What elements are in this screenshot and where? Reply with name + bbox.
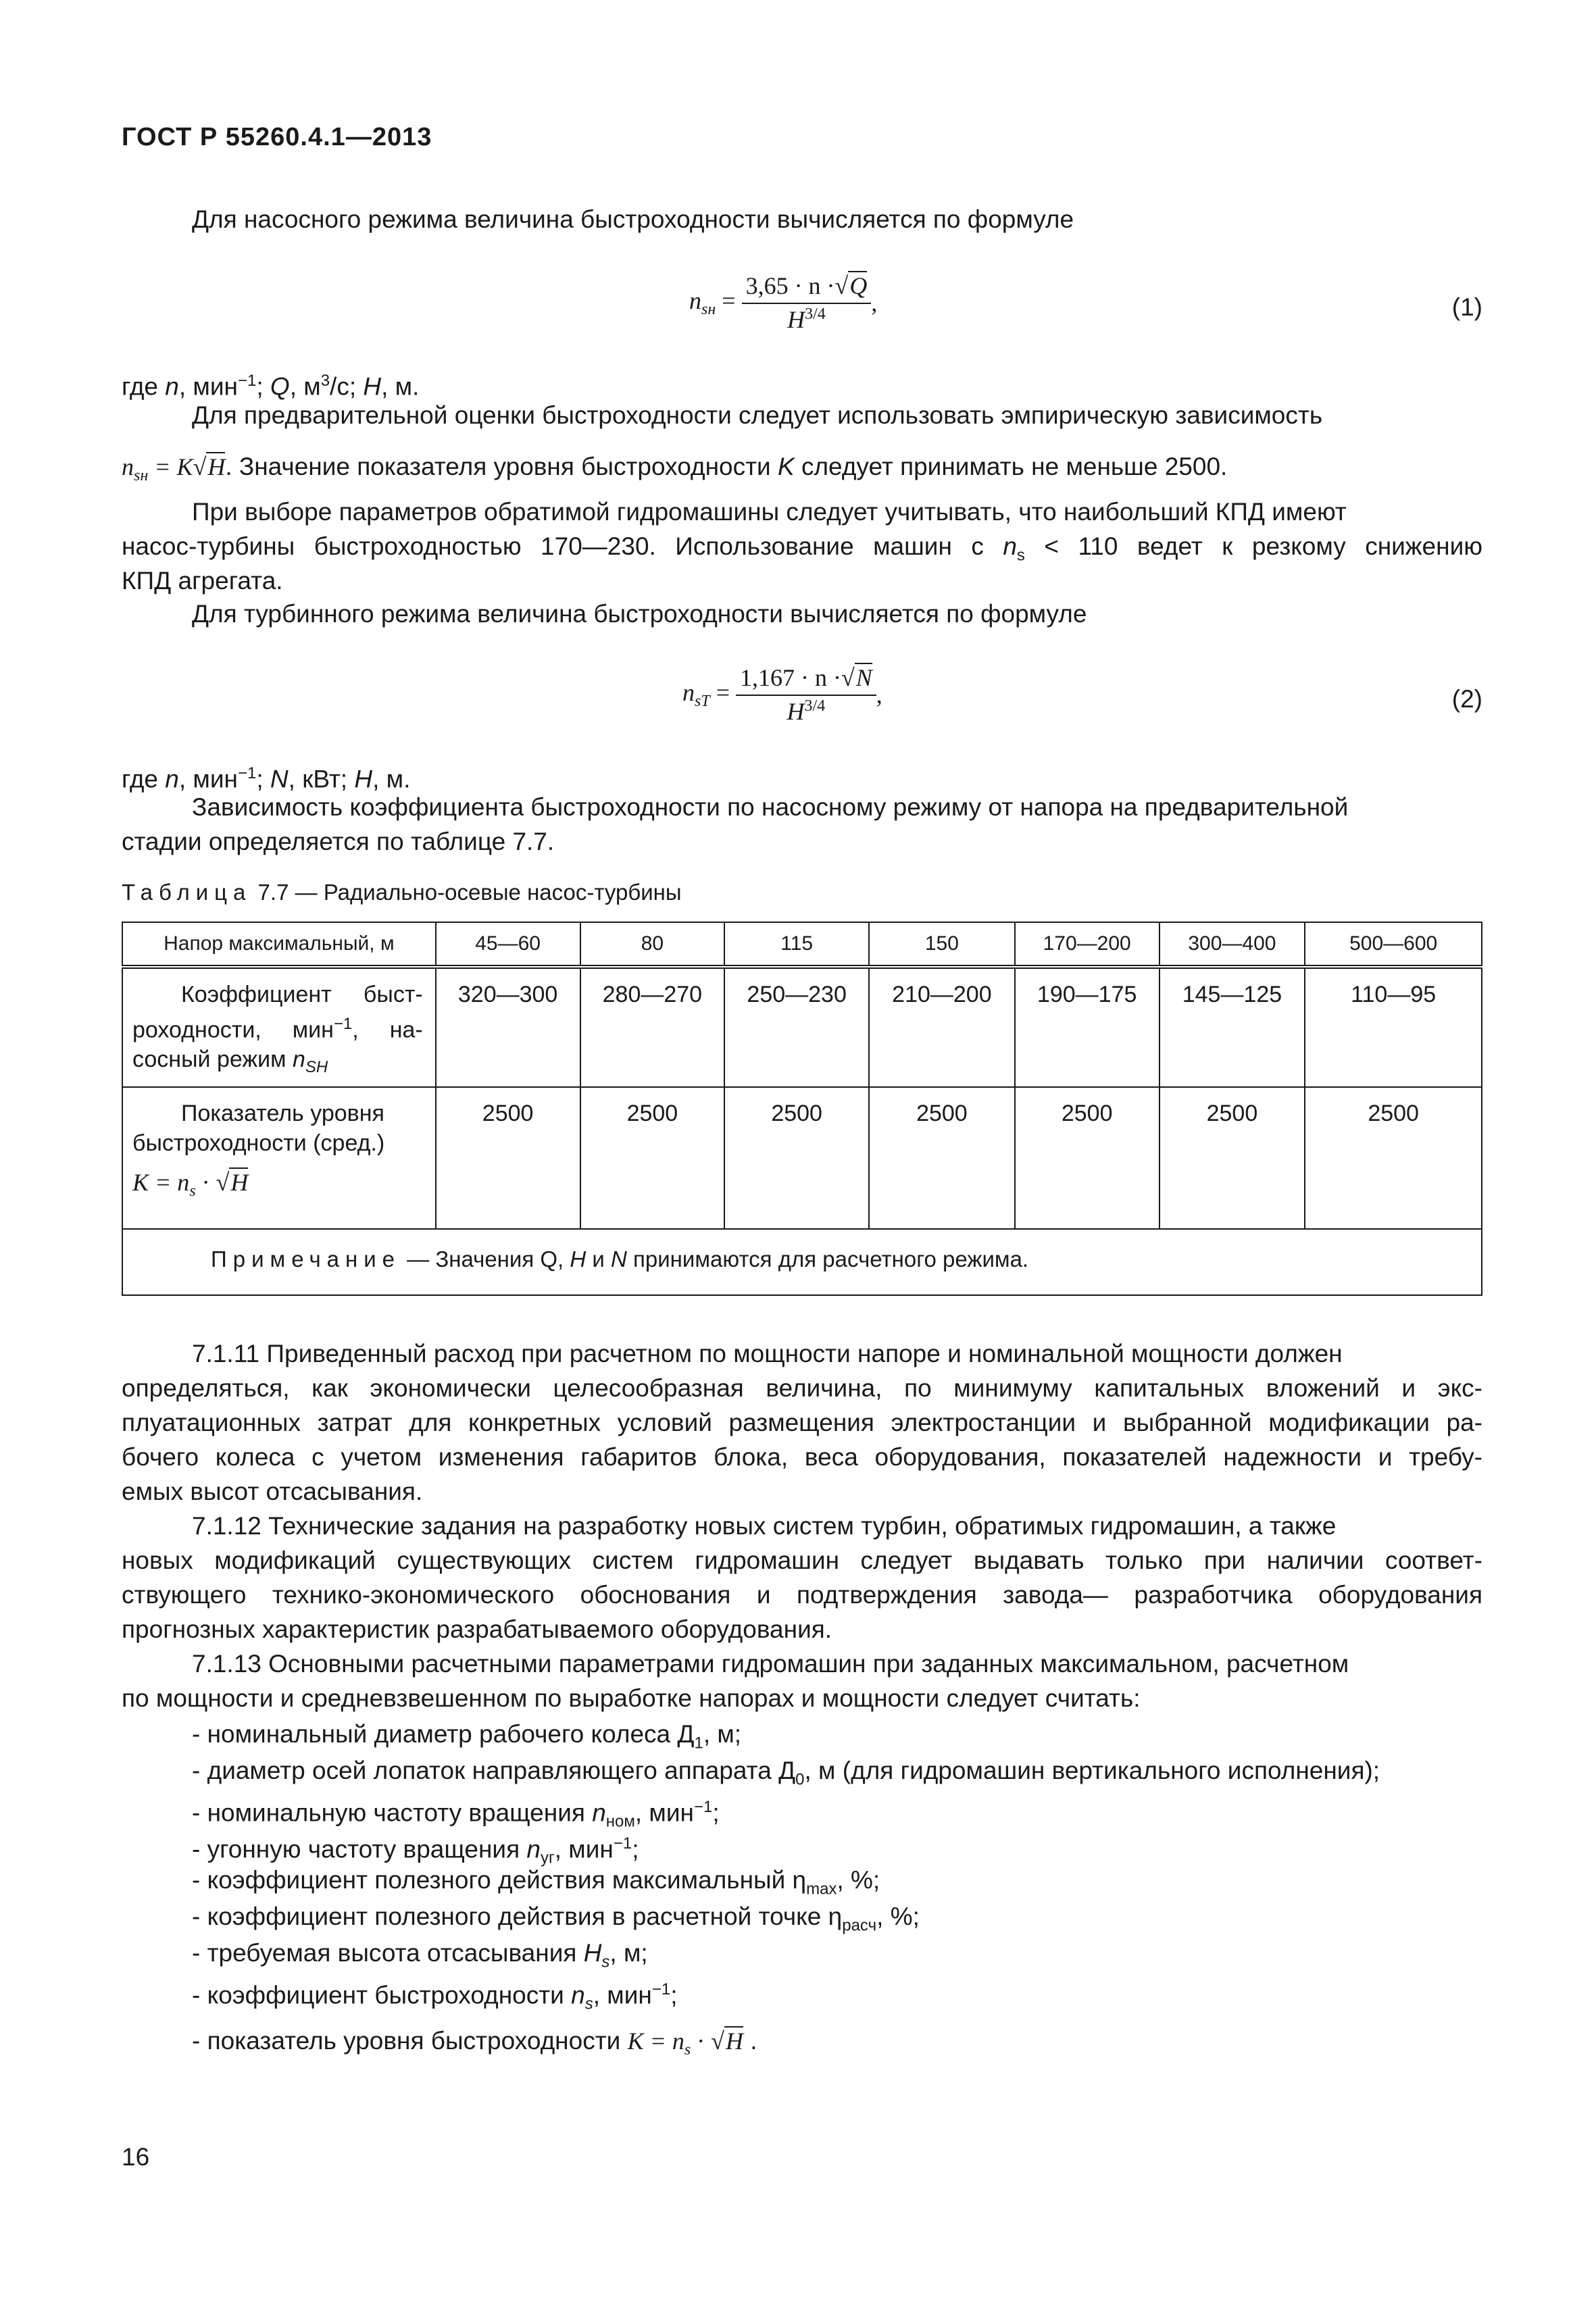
table-note-row: [122, 1229, 1482, 1295]
rev-line2-n: n: [1003, 532, 1017, 560]
para-dependence-line1: Зависимость коэффициента быстроходности по насосному режиму от напора на предварительной: [192, 793, 1349, 821]
where2-nvar: N: [270, 765, 289, 793]
table-7-7: [122, 922, 1482, 1296]
table-cell: 210—200: [869, 967, 1015, 1087]
para-reversible-line1: При выборе параметров обратимой гидромашины следует учитывать, что наибольший КПД имеют: [192, 498, 1347, 526]
where1-unit2b: /с;: [330, 372, 364, 401]
head-value: 300—400: [1159, 922, 1305, 967]
rev-line2-sub: s: [1016, 546, 1025, 565]
li4-c: ;: [632, 1835, 639, 1863]
li3-b: , мин: [634, 1799, 694, 1827]
table-cell: 2500: [1159, 1087, 1305, 1229]
row2-label: [122, 1087, 436, 1229]
where2-unit1: , мин: [178, 765, 238, 793]
table-note: [122, 1229, 1482, 1295]
where1-sep1: ;: [256, 372, 270, 401]
row1-l2a: роходности, мин: [132, 1017, 334, 1043]
row2-formula-text: K = n: [132, 1169, 190, 1197]
f2-denominator: H: [787, 698, 805, 725]
est-formula-lhs: n: [122, 453, 134, 480]
para-7112-line1: 7.1.12 Технические задания на разработку новых систем турбин, обратимых гидромашин, а также: [192, 1512, 1337, 1540]
table-cell: 250—230: [724, 967, 869, 1087]
li1-b: , м;: [703, 1720, 742, 1748]
row1-l3n: n: [292, 1047, 305, 1073]
li2-b: , м (для гидромашин вертикального исполнения);: [804, 1757, 1380, 1784]
li3-sub: ном: [605, 1812, 635, 1831]
row1-label-l3: [132, 1045, 430, 1082]
para-estimate-line1: Для предварительной оценки быстроходности следует использовать эмпирическую зависимость: [192, 401, 1323, 429]
table-cell: 2500: [436, 1087, 580, 1229]
li7-h: H: [583, 1939, 602, 1967]
rev-line2-a: насос-турбины быстроходностью 170—230. Использование машин с: [122, 532, 1003, 560]
where1-unit3: , м.: [381, 372, 420, 401]
li4-n: n: [526, 1835, 541, 1863]
list-item: - показатель уровня быстроходности $K = n_s \cdot √H$ .: [192, 2027, 757, 2059]
li3-a: - номинальную частоту вращения: [192, 1799, 593, 1827]
head-value: 170—200: [1015, 922, 1159, 967]
row1-label: [122, 967, 436, 1087]
formula-1: $n_{sн}$ = $\frac{3,65 \cdot n \cdot√Q}{H^{3/4}}$ ,: [689, 272, 878, 333]
est-k: K: [778, 453, 795, 480]
table-cell: 2500: [1305, 1087, 1482, 1229]
table-caption-rest: 7.7 — Радиально-осевые насос-турбины: [251, 880, 682, 905]
para-7111-line1: 7.1.11 Приведенный расход при расчетном по мощности напоре и номинальной мощности должен: [192, 1340, 1343, 1367]
table-cell: 110—95: [1305, 967, 1482, 1087]
li6-b: , %;: [876, 1903, 920, 1930]
row2-formula: $K = n_s \cdot √H$: [132, 1169, 249, 1201]
li5-sub: max: [806, 1880, 837, 1898]
li4-sub: уг: [540, 1848, 555, 1867]
where2-exp1: −1: [237, 764, 257, 782]
para-dependence-line2: стадии определяется по таблице 7.7.: [122, 828, 555, 855]
row1-l3a: сосный режим: [132, 1047, 293, 1073]
table-caption-prefix: Таблица: [122, 880, 252, 905]
li9-end: .: [743, 2027, 757, 2055]
note-label: Примечание: [211, 1247, 401, 1272]
where1-unit1: , мин: [178, 372, 238, 401]
note-text-b: и: [586, 1247, 612, 1272]
row2-label-l2: быстроходности (сред.): [132, 1130, 385, 1157]
document-header: ГОСТ Р 55260.4.1—2013: [122, 123, 432, 151]
li8-a: - коэффициент быстроходности: [192, 1981, 572, 2009]
li2-sub: 0: [795, 1770, 805, 1789]
li9-dot: ·: [691, 2028, 712, 2055]
table-cell: 2500: [869, 1087, 1015, 1229]
f2-lhs: n: [682, 678, 695, 706]
f1-denominator: H: [787, 306, 805, 333]
row2-sqrt-arg: H: [230, 1169, 249, 1197]
where1-exp1: −1: [237, 372, 257, 390]
row1-label-l2: [132, 1009, 430, 1045]
row1-l2sup: −1: [333, 1015, 353, 1033]
li6-a: - коэффициент полезного действия в расчетной точке η: [192, 1903, 843, 1930]
est-formula-sub: sн: [134, 467, 149, 485]
li6-sub: расч: [842, 1916, 877, 1935]
li3-n: n: [592, 1799, 606, 1827]
head-value: 150: [869, 922, 1015, 967]
li8-b: , мин: [593, 1981, 652, 2009]
head-value: 115: [724, 922, 869, 967]
para-turbine-intro: Для турбинного режима величина быстроходности вычисляется по формуле: [192, 600, 1087, 628]
table-cell: 280—270: [580, 967, 725, 1087]
formula-2: $n_{sT}$ = $\frac{1,167 \cdot n \cdot√N}{H^{3/4}}$ ,: [682, 664, 882, 725]
head-value: 500—600: [1305, 922, 1482, 967]
row2-label-l1: Показатель уровня: [181, 1101, 384, 1127]
table-cell: 145—125: [1159, 967, 1305, 1087]
head-value: 45—60: [436, 922, 580, 967]
where2-h: H: [354, 765, 373, 793]
li9-formula: K = n: [627, 2028, 684, 2055]
para-estimate-line2: $n_{sн} = K√H$. Значение показателя уровня быстроходности K следует принимать не меньше 2500.: [122, 453, 1228, 485]
table-cell: 2500: [580, 1087, 725, 1229]
where1-q: Q: [270, 372, 290, 401]
f1-numerator: 3,65 · n ·: [745, 272, 835, 299]
li4-a: - угонную частоту вращения: [192, 1835, 527, 1863]
li5-b: , %;: [837, 1866, 880, 1894]
row1-l3sub: SH: [305, 1058, 328, 1077]
para-7111-line2: определяться, как экономически целесообразная величина, по минимуму капитальных вложений и экс-: [122, 1374, 1482, 1402]
where1-n: n: [165, 372, 179, 401]
para-7111-line4: бочего колеса с учетом изменения габаритов блока, веса оборудования, показателей надежности и требу-: [122, 1443, 1482, 1471]
li9-sqrt: H: [726, 2028, 744, 2055]
head-value: 80: [580, 922, 725, 967]
para-pump-intro: Для насосного режима величина быстроходности вычисляется по формуле: [192, 205, 1074, 233]
table-header-row: [122, 922, 1482, 967]
rev-line2-b: < 110 ведет к резкому снижению: [1024, 532, 1482, 560]
table-row-speed-level: [122, 1087, 1482, 1229]
table-cell: 320—300: [436, 967, 580, 1087]
list-item: [192, 1971, 677, 2023]
f1-lhs: n: [689, 286, 701, 314]
para-reversible-line3: КПД агрегата.: [122, 567, 283, 595]
where2-unit3: , м.: [372, 765, 411, 793]
table-cell: 190—175: [1015, 967, 1159, 1087]
where2-prefix: где: [122, 765, 166, 793]
li4-sup: −1: [613, 1834, 632, 1853]
table-caption: [122, 880, 682, 905]
f2-lhs-sub: sT: [695, 693, 710, 711]
li8-sub: s: [584, 1994, 593, 2013]
para-7111-line5: емых высот отсасывания.: [122, 1478, 423, 1505]
para-7113-line2: по мощности и средневзвешенном по выработке напорах и мощности следует считать:: [122, 1684, 1141, 1712]
note-text-a: — Значения Q,: [401, 1247, 570, 1272]
li7-b: , м;: [609, 1939, 648, 1967]
est-formula-rhs: = K: [148, 453, 193, 480]
li1-a: - номинальный диаметр рабочего колеса Д: [192, 1720, 695, 1748]
li2-a: - диаметр осей лопаток направляющего аппарата Д: [192, 1757, 796, 1784]
li8-n: n: [571, 1981, 585, 2009]
para-7113-line1: 7.1.13 Основными расчетными параметрами гидромашин при заданных максимальном, расчетном: [192, 1650, 1349, 1678]
li1-sub: 1: [694, 1734, 703, 1753]
li3-c: ;: [712, 1799, 720, 1827]
table-cell: 2500: [1015, 1087, 1159, 1229]
note-text-c: принимаются для расчетного режима.: [626, 1247, 1029, 1272]
where1-exp2: 3: [320, 372, 330, 390]
note-h: H: [570, 1247, 587, 1272]
where1-prefix: где: [122, 372, 166, 401]
table-cell: 2500: [724, 1087, 869, 1229]
page-number: 16: [122, 2143, 150, 2171]
li7-sub: s: [601, 1953, 610, 1971]
li9-a: - показатель уровня быстроходности: [192, 2027, 628, 2055]
where2-n: n: [165, 765, 179, 793]
para-7112-line2: новых модификаций существующих систем гидромашин следует выдавать только при наличии соответ-: [122, 1546, 1482, 1574]
li5-a: - коэффициент полезного действия максимальный η: [192, 1866, 807, 1894]
f1-lhs-sub: sн: [701, 301, 716, 319]
where1-h: H: [363, 372, 382, 401]
row2-formula-dot: ·: [195, 1169, 216, 1197]
f2-numerator: 1,167 · n ·: [740, 664, 841, 691]
row1-l2b: , на-: [352, 1017, 423, 1043]
li4-b: , мин: [554, 1835, 614, 1863]
equation-number-2: (2): [1451, 685, 1482, 713]
where2-unit2: , кВт;: [288, 765, 355, 793]
para-7112-line3: ствующего технико-экономического обоснования и подтверждения завода— разработчика оборудования: [122, 1581, 1482, 1609]
f1-sqrt-arg: Q: [849, 272, 868, 299]
where2-sep1: ;: [256, 765, 270, 793]
row2-formula-sub: s: [189, 1182, 196, 1201]
est-text2: следует принимать не меньше 2500.: [794, 453, 1228, 480]
li8-sup: −1: [651, 1980, 671, 1998]
li8-c: ;: [670, 1981, 678, 2009]
li7-a: - требуемая высота отсасывания: [192, 1939, 584, 1967]
para-7112-line4: прогнозных характеристик разрабатываемого оборудования.: [122, 1615, 832, 1643]
est-text: . Значение показателя уровня быстроходности: [225, 453, 778, 480]
row1-label-l1: Коэффициент быст-: [181, 982, 423, 1007]
note-n: N: [611, 1247, 627, 1272]
para-7111-line3: плуатационных затрат для конкретных условий размещения электростанции и выбранной модификации ра-: [122, 1409, 1482, 1436]
li9-sub: s: [684, 2041, 691, 2059]
equation-number-1: (1): [1451, 293, 1482, 321]
head-label: Напор максимальный, м: [122, 922, 436, 967]
f1-den-sup: 3/4: [805, 305, 826, 323]
para-reversible-line2: [122, 528, 1482, 574]
table-row-speed-coefficient: [122, 967, 1482, 1087]
est-sqrt-arg: H: [207, 453, 226, 480]
f2-den-sup: 3/4: [804, 697, 826, 715]
li3-sup: −1: [693, 1798, 713, 1816]
f2-sqrt-arg: N: [855, 664, 872, 691]
where1-unit2: , м: [289, 372, 321, 401]
